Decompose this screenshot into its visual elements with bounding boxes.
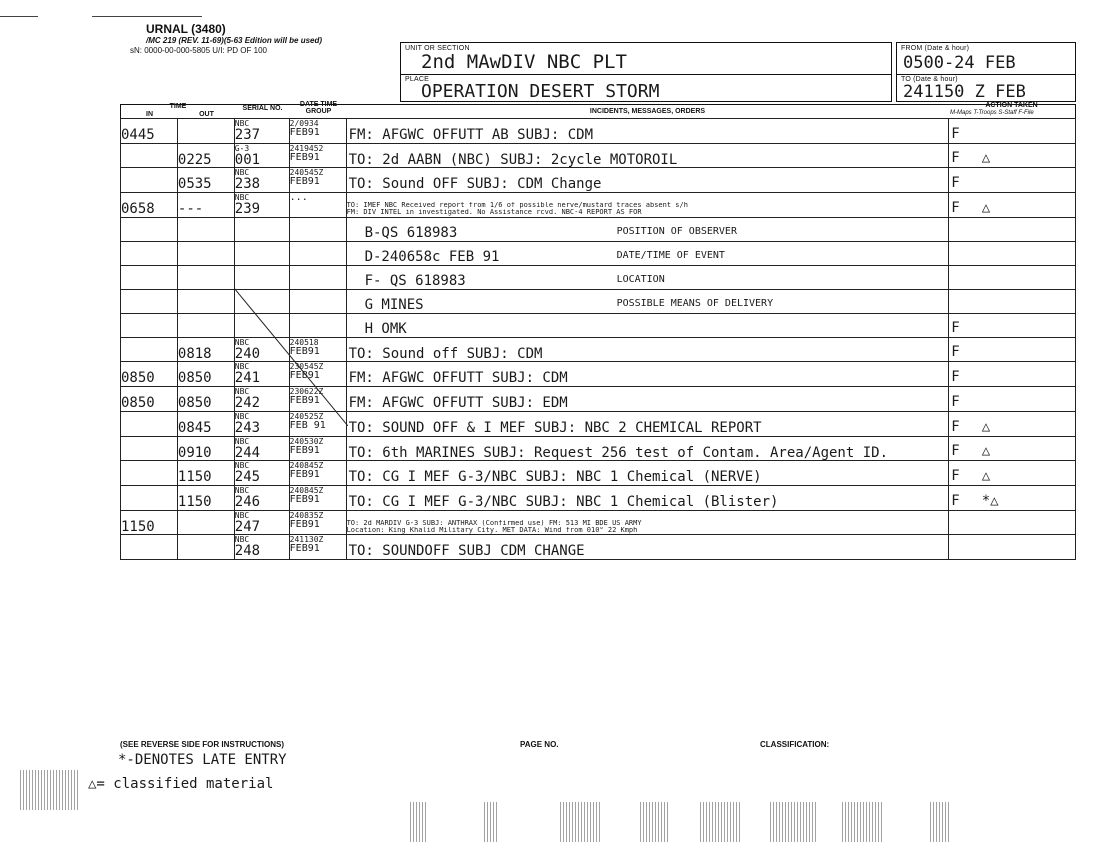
time-in-cell — [121, 362, 178, 387]
classified-flag — [951, 224, 973, 240]
serial-number: 247 — [234, 519, 261, 535]
action-code: F — [951, 369, 960, 386]
dtg-cell — [289, 436, 346, 461]
time-out-cell — [177, 362, 234, 387]
classified-flag: △ — [981, 467, 991, 484]
time-in-cell — [121, 143, 178, 168]
action-cell — [949, 411, 1076, 436]
incident-cell — [346, 168, 949, 193]
time-in-cell — [121, 241, 178, 265]
dtg-heading: DATE TIME GROUP — [299, 101, 338, 115]
table-row — [121, 461, 1076, 486]
table-row — [121, 485, 1076, 510]
classified-flag — [960, 126, 982, 142]
dtg-cell — [289, 485, 346, 510]
time-in: 1150 — [121, 519, 155, 535]
to-label: TO (Date & hour) — [901, 76, 958, 83]
serial-number: 238 — [234, 177, 261, 193]
time-out-cell — [177, 217, 234, 241]
unit-value: 2nd MAwDIV NBC PLT — [421, 51, 627, 73]
table-row — [121, 436, 1076, 461]
incident-cell — [346, 143, 949, 168]
dtg-time: 230545Z — [289, 362, 324, 372]
scan-noise — [484, 802, 498, 842]
dtg-time: 230622Z — [289, 387, 324, 397]
column-header-row — [120, 101, 1076, 119]
scan-noise — [20, 770, 80, 810]
dtg-time: 240835Z — [289, 510, 324, 520]
action-cell — [949, 119, 1076, 144]
time-out-cell — [177, 485, 234, 510]
void-strike — [234, 288, 348, 426]
incident-cell — [346, 265, 949, 289]
entry-line-lower: FM: DIV INTEL in investigated. No Assistance rcvd. NBC-4 REPORT AS FOR — [346, 209, 642, 217]
entry-text: TO: SOUND OFF & I MEF SUBJ: NBC 2 CHEMICAL REPORT — [348, 420, 762, 436]
action-cell — [949, 217, 1076, 241]
incident-cell — [346, 241, 949, 265]
action-cell — [949, 510, 1076, 535]
serial-prefix: NBC — [234, 411, 250, 421]
time-out: 1150 — [177, 470, 212, 485]
serial-cell — [234, 193, 289, 218]
form-subtitle: /MC 219 (REV. 11-69)(5-63 Edition will be used) — [146, 36, 323, 45]
in-heading: IN — [146, 111, 153, 118]
incident-cell — [346, 119, 949, 144]
unit-divider — [401, 74, 891, 75]
entry-annotation: LOCATION — [616, 273, 665, 285]
dtg-time: 241130Z — [289, 535, 324, 545]
classified-flag — [960, 320, 982, 336]
dtg-month: FEB91 — [289, 152, 320, 163]
serial-number: 243 — [234, 420, 261, 436]
dtg-month: FEB91 — [289, 519, 320, 530]
time-out: 0850 — [177, 396, 212, 411]
entry-annotation: POSITION OF OBSERVER — [616, 225, 737, 237]
action-code: F — [951, 150, 960, 167]
dtg-time: 240845Z — [289, 461, 324, 471]
time-out-cell — [177, 411, 234, 436]
entry-text: FM: AFGWC OFFUTT SUBJ: CDM — [348, 371, 568, 387]
entry-text: TO: Sound off SUBJ: CDM — [348, 346, 543, 362]
unit-box — [400, 42, 892, 102]
table-row — [121, 143, 1076, 168]
time-in-cell — [121, 461, 178, 486]
top-rule — [0, 16, 38, 17]
entry-text: TO: CG I MEF G-3/NBC SUBJ: NBC 1 Chemical (Blister) — [348, 494, 779, 510]
serial-number: 244 — [234, 445, 261, 461]
scan-noise — [930, 802, 950, 842]
entry-text: G MINES — [364, 298, 424, 313]
classified-note: △= classified material — [88, 776, 274, 792]
incident-cell — [346, 217, 949, 241]
time-out: 0225 — [177, 152, 212, 168]
table-row — [121, 535, 1076, 560]
time-in-cell — [121, 119, 178, 144]
incident-cell — [346, 485, 949, 510]
time-in-cell — [121, 265, 178, 289]
time-out: 1150 — [177, 494, 212, 510]
entry-text: FM: AFGWC OFFUTT SUBJ: EDM — [348, 396, 568, 411]
action-cell — [949, 535, 1076, 560]
serial-prefix: NBC — [234, 193, 250, 203]
incident-cell — [346, 362, 949, 387]
serial-cell — [234, 143, 289, 168]
dtg-month: FEB91 — [289, 445, 320, 456]
scan-noise — [640, 802, 670, 842]
serial-prefix: G-3 — [234, 143, 250, 153]
action-cell — [949, 485, 1076, 510]
entry-text: B-QS 618983 — [364, 226, 458, 241]
incident-cell — [346, 289, 949, 313]
dtg-month: FEB91 — [289, 470, 320, 481]
serial-cell — [234, 436, 289, 461]
serial-cell — [234, 217, 289, 241]
action-cell — [949, 387, 1076, 412]
serial-prefix: NBC — [234, 362, 250, 372]
entry-line-lower: Location: King Khalid Military City. MET DATA: Wind from 010° 22 Kmph — [346, 526, 638, 534]
classified-flag — [960, 175, 982, 191]
time-out: 0850 — [177, 371, 212, 387]
serial-cell — [234, 461, 289, 486]
time-in-cell — [121, 436, 178, 461]
action-code: F — [951, 199, 960, 216]
incident-cell — [346, 535, 949, 560]
serial-prefix: NBC — [234, 387, 250, 397]
table-row — [121, 119, 1076, 144]
dtg-cell — [289, 535, 346, 560]
action-cell — [949, 313, 1076, 337]
serial-number: 246 — [234, 494, 261, 510]
place-value: OPERATION DESERT STORM — [421, 81, 660, 102]
time-out-cell — [177, 535, 234, 560]
action-legend: M-Maps T-Troops S-Staff F-File — [950, 110, 1034, 116]
action-cell — [949, 337, 1076, 362]
serial-prefix: NBC — [234, 168, 250, 178]
entry-text: TO: CG I MEF G-3/NBC SUBJ: NBC 1 Chemical (NERVE) — [348, 470, 762, 485]
scan-noise — [842, 802, 882, 842]
classified-flag: *△ — [981, 492, 999, 509]
dtg-time: 240518 — [289, 337, 319, 347]
footer-reverse: (SEE REVERSE SIDE FOR INSTRUCTIONS) — [120, 740, 285, 749]
time-in: 0445 — [121, 128, 155, 143]
dtg-month: FEB91 — [289, 128, 320, 138]
from-value: 0500-24 FEB — [903, 53, 1016, 73]
classified-flag — [960, 369, 982, 385]
dtg-time: 240545Z — [289, 168, 324, 178]
entry-text: TO: SOUNDOFF SUBJ CDM CHANGE — [348, 544, 585, 559]
serial-prefix: NBC — [234, 436, 250, 446]
classified-flag: △ — [981, 418, 991, 435]
serial-number: 237 — [234, 128, 261, 143]
dtg-cell — [289, 265, 346, 289]
serial-prefix: NBC — [234, 119, 250, 128]
action-heading: ACTION TAKEN — [985, 102, 1038, 109]
action-code: F — [951, 492, 960, 509]
time-out: 0845 — [177, 420, 212, 436]
incident-cell — [346, 193, 949, 218]
entry-annotation: DATE/TIME OF EVENT — [616, 249, 725, 261]
incident-cell — [346, 461, 949, 486]
incidents-heading: INCIDENTS, MESSAGES, ORDERS — [589, 108, 706, 115]
time-out-cell — [177, 387, 234, 412]
dtg-cell — [289, 143, 346, 168]
from-label: FROM (Date & hour) — [901, 45, 970, 52]
entry-annotation: POSSIBLE MEANS OF DELIVERY — [616, 297, 774, 309]
table-row — [121, 241, 1076, 265]
incident-cell — [346, 313, 949, 337]
to-value: 241150 Z FEB — [903, 82, 1026, 102]
serial-cell — [234, 265, 289, 289]
time-out: --- — [177, 202, 204, 217]
dtg-cell — [289, 510, 346, 535]
time-out-cell — [177, 265, 234, 289]
dtg-month: FEB91 — [289, 396, 320, 407]
time-in: 0850 — [121, 396, 155, 411]
action-code: F — [951, 319, 960, 336]
time-in-cell — [121, 411, 178, 436]
entry-text: FM: AFGWC OFFUTT AB SUBJ: CDM — [348, 128, 593, 143]
table-row — [121, 217, 1076, 241]
scan-noise — [560, 802, 600, 842]
action-cell — [949, 241, 1076, 265]
serial-number: 240 — [234, 346, 261, 362]
serial-number: 242 — [234, 396, 261, 411]
scan-noise — [770, 802, 816, 842]
time-out-cell — [177, 461, 234, 486]
time-out-cell — [177, 337, 234, 362]
time-in-cell — [121, 510, 178, 535]
dtg-time: 2419452 — [289, 143, 324, 153]
classified-flag — [951, 248, 973, 264]
top-rule — [92, 16, 202, 17]
time-in-cell — [121, 387, 178, 412]
table-row — [121, 168, 1076, 193]
dtg-cell — [289, 168, 346, 193]
action-code: F — [951, 443, 960, 460]
serial-number: 239 — [234, 202, 261, 217]
table-row — [121, 265, 1076, 289]
action-code: F — [951, 344, 960, 361]
serial-prefix: NBC — [234, 535, 250, 545]
action-code: F — [951, 393, 960, 410]
time-in-cell — [121, 313, 178, 337]
scan-noise — [700, 802, 740, 842]
form-title: URNAL (3480) — [146, 22, 226, 36]
time-out-cell — [177, 241, 234, 265]
action-cell — [949, 436, 1076, 461]
time-out-cell — [177, 313, 234, 337]
action-cell — [949, 143, 1076, 168]
incident-cell — [346, 337, 949, 362]
time-out-cell — [177, 143, 234, 168]
time-in: 0850 — [121, 371, 155, 387]
time-out-cell — [177, 168, 234, 193]
time-out-cell — [177, 289, 234, 313]
entry-text: TO: 6th MARINES SUBJ: Request 256 test of Contam. Area/Agent ID. — [348, 445, 888, 461]
dtg-month: FEB91 — [289, 346, 320, 357]
dtg-cell — [289, 193, 346, 218]
dtg-cell — [289, 217, 346, 241]
classified-flag — [960, 344, 982, 360]
time-out-cell — [177, 436, 234, 461]
action-cell — [949, 168, 1076, 193]
classified-flag — [951, 517, 973, 533]
serial-prefix: NBC — [234, 485, 250, 495]
time-in-cell — [121, 289, 178, 313]
time-in-cell — [121, 485, 178, 510]
footer-classification: CLASSIFICATION: — [760, 740, 830, 749]
time-out-cell — [177, 119, 234, 144]
entry-text: D-240658c FEB 91 — [364, 250, 500, 265]
dtg-month: FEB91 — [289, 177, 320, 188]
footer-page: PAGE NO. — [520, 740, 559, 749]
serial-prefix: NBC — [234, 337, 250, 347]
serial-cell — [234, 119, 289, 144]
serial-cell — [234, 168, 289, 193]
incident-cell — [346, 411, 949, 436]
time-in-cell — [121, 337, 178, 362]
dtg-month: FEB91 — [289, 371, 320, 382]
serial-heading: SERIAL NO. — [242, 105, 283, 112]
period-divider — [897, 74, 1075, 75]
table-row — [121, 193, 1076, 218]
action-code: F — [951, 175, 960, 192]
serial-cell — [234, 241, 289, 265]
time-out: 0910 — [177, 445, 212, 461]
time-out: 0535 — [177, 177, 212, 193]
action-cell — [949, 265, 1076, 289]
classified-flag — [951, 296, 973, 312]
period-box — [896, 42, 1076, 102]
serial-number: 001 — [234, 152, 261, 168]
scan-noise — [410, 802, 428, 842]
time-in: 0658 — [121, 202, 155, 217]
action-cell — [949, 289, 1076, 313]
time-out-cell — [177, 510, 234, 535]
dtg-time: 240525Z — [289, 411, 324, 421]
dtg-month: FEB 91 — [289, 420, 326, 431]
incident-cell — [346, 510, 949, 535]
dtg-cell — [289, 461, 346, 486]
serial-number: 245 — [234, 470, 261, 485]
action-cell — [949, 461, 1076, 486]
entry-line-upper: TO: 2d MARDIV G-3 SUBJ: ANTHRAX (Confirmed use) FM: 513 MI BDE US ARMY — [346, 519, 642, 527]
entry-text: TO: Sound OFF SUBJ: CDM Change — [348, 177, 602, 193]
time-out-cell — [177, 193, 234, 218]
dtg-cell — [289, 119, 346, 144]
action-cell — [949, 193, 1076, 218]
late-entry-note: *-DENOTES LATE ENTRY — [118, 752, 287, 768]
out-heading: OUT — [199, 111, 214, 118]
time-out: 0818 — [177, 346, 212, 362]
dtg-month: ... — [289, 193, 308, 204]
serial-cell — [234, 485, 289, 510]
stock-number: sN: 0000-00-000-5805 U/I: PD OF 100 — [130, 46, 267, 55]
dtg-month: FEB91 — [289, 494, 320, 505]
action-code: F — [951, 418, 960, 435]
serial-cell — [234, 510, 289, 535]
time-in-cell — [121, 217, 178, 241]
place-label: PLACE — [405, 76, 429, 83]
serial-number: 248 — [234, 544, 261, 559]
dtg-time: 240845Z — [289, 485, 324, 495]
classified-flag — [951, 542, 973, 558]
action-cell — [949, 362, 1076, 387]
classified-flag: △ — [981, 443, 991, 460]
serial-number: 241 — [234, 371, 261, 387]
dtg-time: 240530Z — [289, 436, 324, 446]
incident-cell — [346, 387, 949, 412]
entry-text: F- QS 618983 — [364, 274, 466, 289]
dtg-cell — [289, 241, 346, 265]
serial-prefix: NBC — [234, 461, 250, 471]
classified-flag — [960, 394, 982, 410]
dtg-time: 2/0934 — [289, 119, 319, 128]
serial-prefix: NBC — [234, 510, 250, 520]
classified-flag: △ — [981, 199, 991, 216]
time-in-cell — [121, 168, 178, 193]
classified-flag: △ — [981, 150, 991, 167]
entry-line-upper: TO: IMEF NBC Received report from 1/6 of possible nerve/mustard traces absent s/h — [346, 202, 688, 210]
action-code: F — [951, 125, 960, 142]
time-in-cell — [121, 193, 178, 218]
classified-flag — [951, 272, 973, 288]
entry-text: H OMK — [364, 322, 407, 337]
table-row — [121, 510, 1076, 535]
entry-text: TO: 2d AABN (NBC) SUBJ: 2cycle MOTOROIL — [348, 152, 678, 168]
dtg-month: FEB91 — [289, 544, 320, 555]
serial-cell — [234, 535, 289, 560]
time-in-cell — [121, 535, 178, 560]
time-heading: TIME — [169, 103, 187, 110]
incident-cell — [346, 436, 949, 461]
unit-label: UNIT OR SECTION — [405, 45, 470, 52]
action-code: F — [951, 467, 960, 484]
